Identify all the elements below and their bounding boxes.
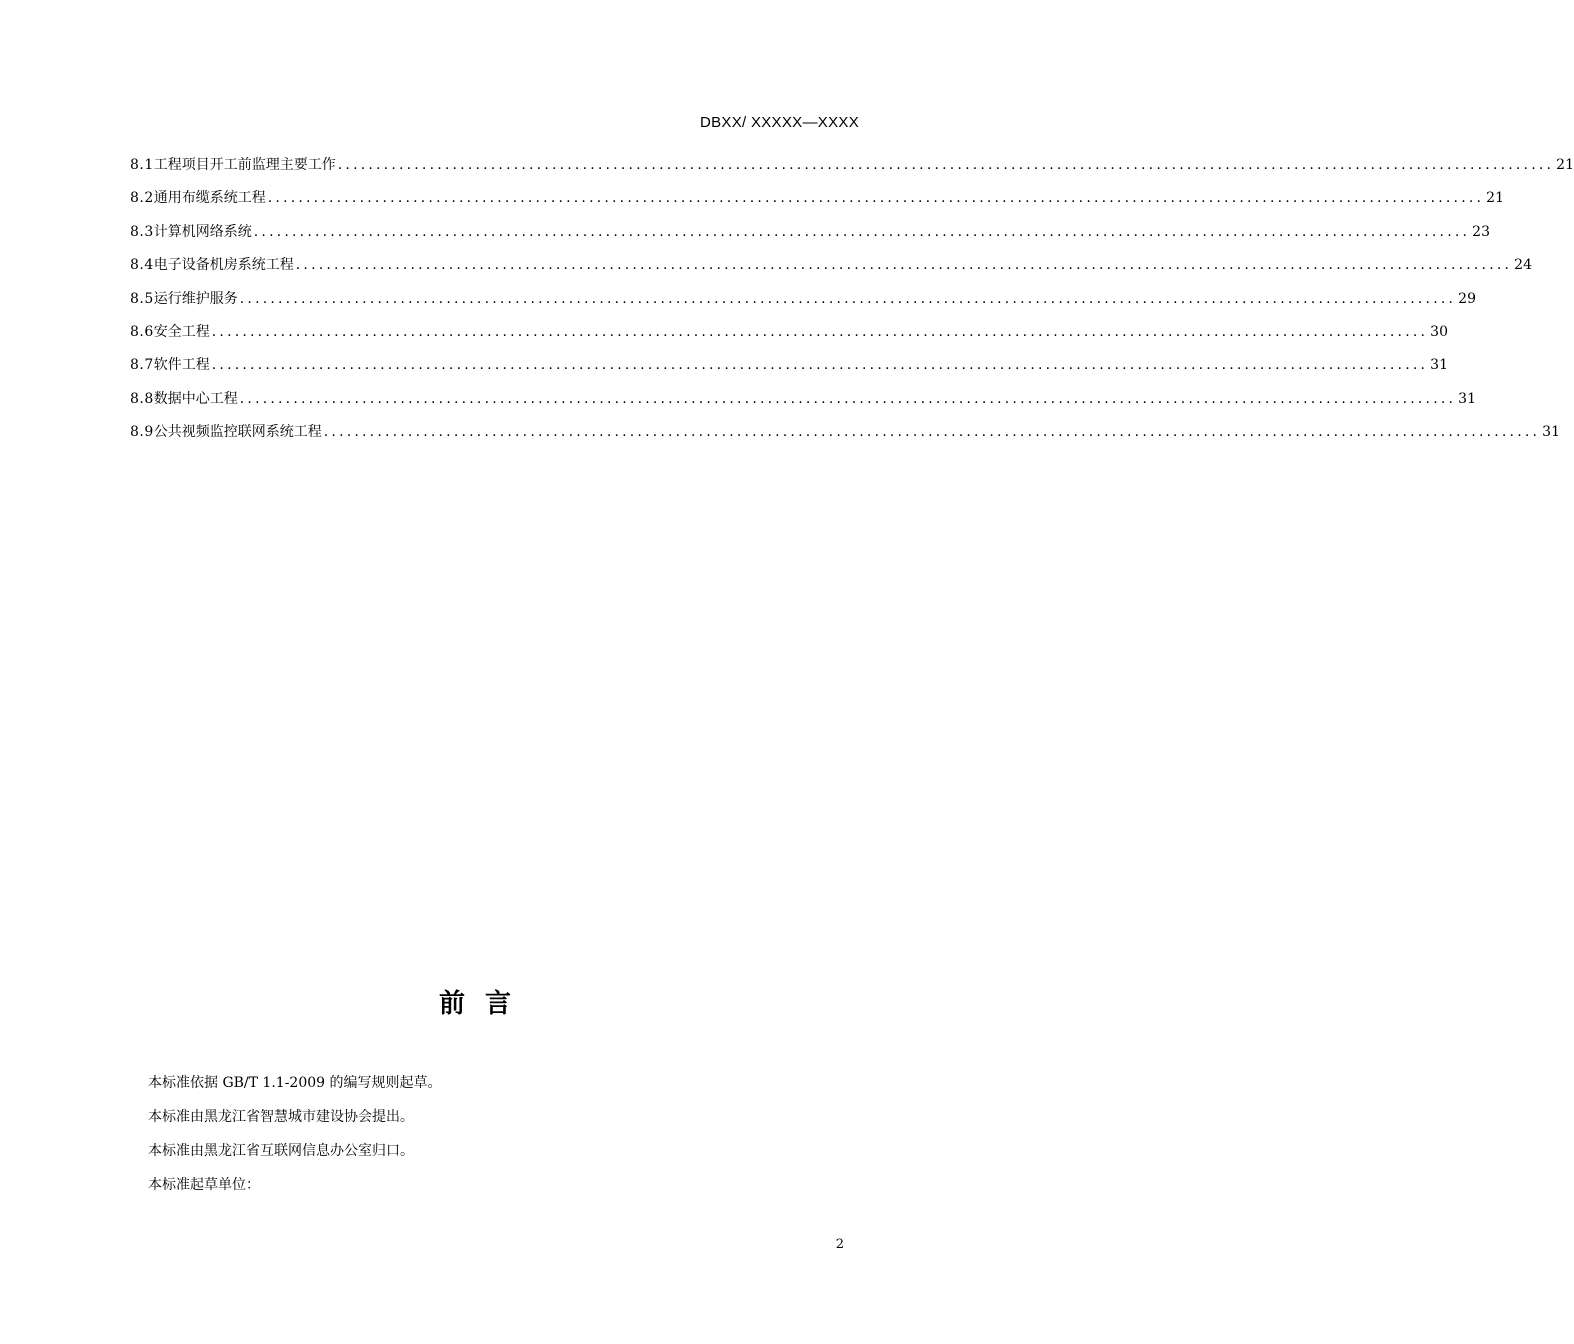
toc-entry-page: 31 <box>1458 390 1476 407</box>
toc-entry-page: 31 <box>1542 424 1560 441</box>
toc-entry-title: 安全工程 <box>153 323 210 340</box>
toc-dot-leader: ............................................................................................................................................................... <box>337 157 1555 173</box>
foreword-title: 前言 <box>438 989 531 1019</box>
toc-entry-page: 31 <box>1430 357 1448 374</box>
toc-entry[interactable] <box>130 255 1532 288</box>
foreword-paragraph: 本标准由黑龙江省互联网信息办公室归口。 <box>148 1143 414 1159</box>
toc-entry-page: 23 <box>1472 223 1490 240</box>
toc-entry[interactable] <box>130 289 1476 322</box>
toc-dot-leader: ............................................................................................................................................................... <box>211 323 1429 340</box>
toc-entry[interactable] <box>130 188 1504 221</box>
toc-entry-page: 21 <box>1556 157 1574 173</box>
toc-entry-title: 数据中心工程 <box>153 390 238 407</box>
toc-entry-number: 8.9 <box>130 424 154 441</box>
toc-entry-page: 21 <box>1486 190 1504 207</box>
toc-entry-page: 24 <box>1514 257 1532 274</box>
toc-dot-leader: ............................................................................................................................................................... <box>239 390 1457 407</box>
toc-entry-number: 8.8 <box>130 390 154 407</box>
toc-entry-title: 公共视频监控联网系统工程 <box>153 424 322 441</box>
toc-dot-leader: ............................................................................................................................................................... <box>295 257 1513 274</box>
toc-entry-title: 通用布缆系统工程 <box>153 190 266 207</box>
toc-entry-number: 8.4 <box>130 257 154 274</box>
toc-entry-number: 8.3 <box>130 223 154 240</box>
document-code: DBXX/ XXXXX—XXXX <box>699 114 859 131</box>
table-of-contents <box>130 155 1574 456</box>
toc-entry-title: 计算机网络系统 <box>153 223 252 240</box>
toc-dot-leader: ............................................................................................................................................................... <box>211 357 1429 374</box>
foreword-body <box>148 1072 848 1208</box>
toc-entry-title: 电子设备机房系统工程 <box>153 257 294 274</box>
toc-entry[interactable] <box>130 389 1476 422</box>
toc-entry[interactable] <box>130 422 1560 455</box>
toc-dot-leader: ............................................................................................................................................................... <box>239 290 1457 307</box>
toc-entry-number: 8.7 <box>130 357 154 374</box>
toc-dot-leader: ............................................................................................................................................................... <box>267 190 1485 207</box>
toc-entry-number: 8.1 <box>130 157 154 173</box>
toc-entry-number: 8.2 <box>130 190 154 207</box>
toc-entry[interactable] <box>130 155 1574 188</box>
toc-entry-page: 30 <box>1430 323 1448 340</box>
toc-entry[interactable] <box>130 355 1448 388</box>
toc-entry-number: 8.6 <box>130 323 154 340</box>
toc-entry[interactable] <box>130 322 1448 355</box>
toc-entry-number: 8.5 <box>130 290 154 307</box>
toc-dot-leader: ............................................................................................................................................................... <box>323 424 1541 441</box>
foreword-paragraph: 本标准依据 GB/T 1.1-2009 的编写规则起草。 <box>148 1075 442 1091</box>
toc-entry-title: 软件工程 <box>153 357 210 374</box>
page-number: 2 <box>835 1237 844 1252</box>
toc-entry-title: 运行维护服务 <box>153 290 238 307</box>
toc-entry-title: 工程项目开工前监理主要工作 <box>153 157 336 173</box>
foreword-paragraph: 本标准起草单位： <box>148 1177 260 1193</box>
foreword-paragraph: 本标准由黑龙江省智慧城市建设协会提出。 <box>148 1109 414 1125</box>
toc-entry[interactable] <box>130 222 1490 255</box>
toc-entry-page: 29 <box>1458 290 1476 307</box>
toc-dot-leader: ............................................................................................................................................................... <box>253 223 1471 240</box>
